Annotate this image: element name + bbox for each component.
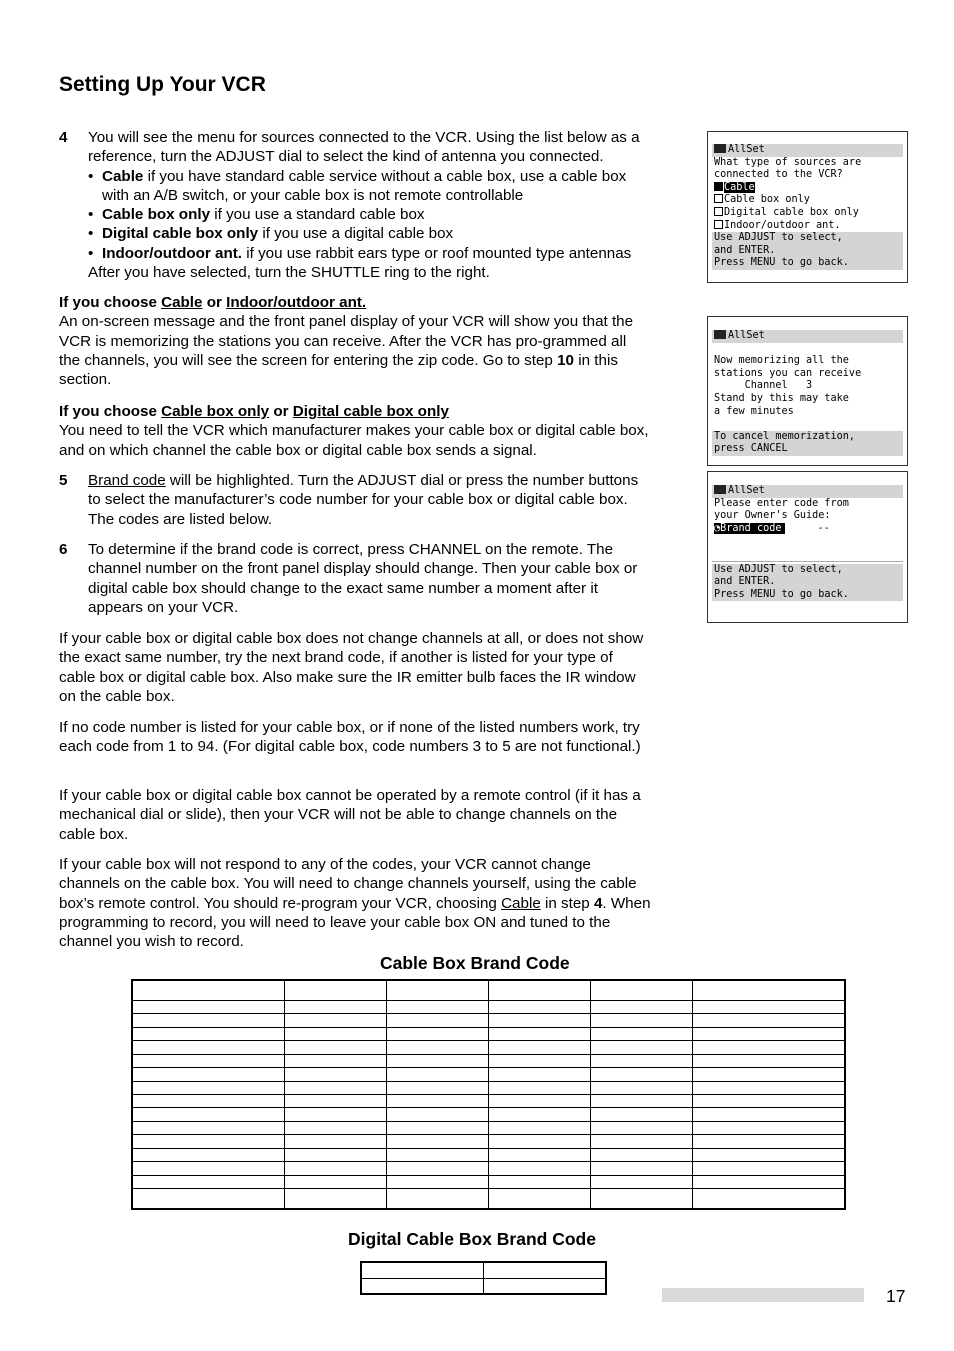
bullet-item: • Indoor/outdoor ant. if you use rabbit ears type or roof mounted type antennas bbox=[88, 244, 632, 262]
choose-cable-section bbox=[59, 293, 651, 389]
table-cell bbox=[387, 1068, 489, 1081]
table-cell bbox=[692, 1189, 845, 1209]
table-cell bbox=[590, 1014, 692, 1027]
table-cell bbox=[488, 1094, 590, 1107]
table-cell bbox=[387, 1175, 489, 1188]
table-cell bbox=[285, 1094, 387, 1107]
table-cell bbox=[285, 1135, 387, 1148]
table-cell bbox=[692, 1041, 845, 1054]
table-cell bbox=[285, 1027, 387, 1040]
table-cell bbox=[387, 1121, 489, 1134]
table-cell bbox=[387, 1094, 489, 1107]
table-cell bbox=[132, 1041, 285, 1054]
table-cell bbox=[132, 1081, 285, 1094]
osd-source-menu: AllSet What type of sources are connected to the VCR? Cable Cable box only Digital cable box only Indoor/outdoor ant. Use ADJUST to select, and ENTER. Press MENU to go back. bbox=[707, 131, 908, 283]
table-row bbox=[132, 1189, 845, 1209]
step-number: 6 bbox=[59, 541, 68, 558]
table-cell bbox=[488, 1162, 590, 1175]
page-title: Setting Up Your VCR bbox=[59, 73, 266, 96]
table-cell bbox=[484, 1262, 607, 1278]
table-cell bbox=[590, 1027, 692, 1040]
paragraph: If no code number is listed for your cable box, or if none of the listed numbers work, try each code from 1 to 94. (For digital cable box, code numbers 3 to 5 are not functional.) bbox=[59, 719, 641, 756]
table-row bbox=[132, 1027, 845, 1040]
table-row bbox=[132, 1135, 845, 1148]
table-cell bbox=[285, 1068, 387, 1081]
table-cell bbox=[692, 1068, 845, 1081]
osd-option-cable[interactable]: Cable bbox=[708, 182, 907, 195]
table-cell bbox=[387, 1135, 489, 1148]
table-row bbox=[132, 1041, 845, 1054]
table-cell bbox=[488, 1148, 590, 1161]
step-6: 6 To determine if the brand code is correct, press CHANNEL on the remote. The channel number on the front panel display should change. Then your cable box or digital cable box should change to the exact same number a moment after it appears on your VCR. bbox=[59, 541, 638, 616]
table-cell bbox=[484, 1278, 607, 1294]
step-4-intro: You will see the menu for sources connected to the VCR. Using the list below as a reference, turn the ADJUST dial to select the kind of antenna you connected. bbox=[88, 129, 640, 166]
table-cell bbox=[387, 1014, 489, 1027]
digital-brand-code-table bbox=[360, 1261, 607, 1295]
paragraph: If your cable box or digital cable box cannot be operated by a remote control (if it has a mechanical dial or slide), then your VCR will not be able to change channels on the cable box. bbox=[59, 787, 641, 843]
table-cell bbox=[132, 1189, 285, 1209]
table-cell bbox=[488, 980, 590, 1000]
table-cell bbox=[387, 1189, 489, 1209]
osd-brand-code-field[interactable]: ◔Brand code -- bbox=[714, 522, 830, 534]
osd-option-digital[interactable]: Digital cable box only bbox=[708, 207, 907, 220]
table-cell bbox=[590, 980, 692, 1000]
table-cell bbox=[590, 1189, 692, 1209]
osd-option-indoor[interactable]: Indoor/outdoor ant. bbox=[708, 220, 907, 233]
digital-table-title: Digital Cable Box Brand Code bbox=[348, 1229, 596, 1249]
table-cell bbox=[285, 1189, 387, 1209]
table-cell bbox=[387, 980, 489, 1000]
table-cell bbox=[692, 1027, 845, 1040]
osd-brand-code: AllSet Please enter code from your Owner's Guide: ◔Brand code -- Use ADJUST to select, and ENTER. Press MENU to go back. bbox=[707, 471, 908, 623]
table-cell bbox=[285, 1000, 387, 1013]
table-cell bbox=[387, 1162, 489, 1175]
table-row bbox=[361, 1262, 606, 1278]
checkbox-icon bbox=[714, 207, 723, 216]
table-cell bbox=[132, 1121, 285, 1134]
step-number: 4 bbox=[59, 129, 68, 146]
cable-table-title: Cable Box Brand Code bbox=[380, 953, 570, 973]
table-row bbox=[132, 1148, 845, 1161]
table-cell bbox=[488, 1189, 590, 1209]
table-cell bbox=[692, 1054, 845, 1067]
table-cell bbox=[590, 1148, 692, 1161]
table-cell bbox=[488, 1081, 590, 1094]
table-cell bbox=[285, 1175, 387, 1188]
choose-cable-heading: If you choose Cable or Indoor/outdoor ant. bbox=[59, 294, 367, 311]
paragraph: If your cable box or digital cable box does not change channels at all, or does not show the exact same number, try the next brand code, if another is listed for your type of cable box or digital cable box. Also make sure the IR emitter bulb faces the IR window on the cable box. bbox=[59, 630, 644, 705]
table-row bbox=[132, 1000, 845, 1013]
table-cell bbox=[488, 1041, 590, 1054]
table-cell bbox=[285, 1041, 387, 1054]
checked-box-icon bbox=[714, 182, 723, 191]
table-row bbox=[132, 980, 845, 1000]
table-cell bbox=[692, 980, 845, 1000]
table-cell bbox=[285, 1108, 387, 1121]
table-cell bbox=[285, 1162, 387, 1175]
table-cell bbox=[692, 1081, 845, 1094]
step-4 bbox=[59, 128, 649, 282]
osd-help: Use ADJUST to select, and ENTER. Press MENU to go back. bbox=[712, 564, 903, 602]
table-cell bbox=[132, 1000, 285, 1013]
table-cell bbox=[361, 1278, 484, 1294]
table-cell bbox=[488, 1014, 590, 1027]
table-cell bbox=[488, 1135, 590, 1148]
table-cell bbox=[692, 1162, 845, 1175]
allset-icon bbox=[714, 330, 726, 339]
table-cell bbox=[692, 1148, 845, 1161]
table-row bbox=[132, 1162, 845, 1175]
table-cell bbox=[387, 1000, 489, 1013]
table-cell bbox=[132, 1148, 285, 1161]
table-cell bbox=[692, 1135, 845, 1148]
table-row bbox=[361, 1278, 606, 1294]
table-cell bbox=[387, 1041, 489, 1054]
table-cell bbox=[285, 1148, 387, 1161]
table-cell bbox=[590, 1041, 692, 1054]
table-cell bbox=[590, 1094, 692, 1107]
brand-code-term: Brand code bbox=[88, 472, 166, 489]
table-cell bbox=[285, 1054, 387, 1067]
table-cell bbox=[132, 1068, 285, 1081]
step-5: 5 Brand code will be highlighted. Turn the ADJUST dial or press the number buttons to select the manufacturer’s code number for your cable box or digital cable box. The codes are listed below. bbox=[59, 472, 639, 528]
table-row bbox=[132, 1108, 845, 1121]
table-cell bbox=[132, 1054, 285, 1067]
table-cell bbox=[361, 1262, 484, 1278]
table-row bbox=[132, 1121, 845, 1134]
table-cell bbox=[590, 1000, 692, 1013]
table-cell bbox=[285, 1081, 387, 1094]
osd-help: Use ADJUST to select, and ENTER. Press MENU to go back. bbox=[712, 232, 903, 270]
table-cell bbox=[285, 1014, 387, 1027]
table-cell bbox=[132, 1108, 285, 1121]
osd-help: To cancel memorization, press CANCEL bbox=[712, 431, 903, 456]
table-cell bbox=[132, 1014, 285, 1027]
table-cell bbox=[488, 1108, 590, 1121]
checkbox-icon bbox=[714, 220, 723, 229]
table-cell bbox=[692, 1175, 845, 1188]
table-cell bbox=[132, 980, 285, 1000]
osd-memorizing: AllSet Now memorizing all the stations you can receive Channel 3 Stand by this may take a few minutes To cancel memorization, press CANCEL bbox=[707, 316, 908, 466]
table-cell bbox=[132, 1175, 285, 1188]
table-cell bbox=[590, 1068, 692, 1081]
table-cell bbox=[488, 1027, 590, 1040]
table-cell bbox=[590, 1175, 692, 1188]
paragraph: If your cable box will not respond to any of the codes, your VCR cannot change channels on the cable box. You will need to change channels yourself, using the cable box’s remote control. You should re-program your VCR, choosing Cable in step 4. When programming to record, you will need to leave your cable box ON and tuned to the channel you wish to record. bbox=[59, 856, 651, 951]
table-cell bbox=[132, 1027, 285, 1040]
table-cell bbox=[692, 1094, 845, 1107]
table-cell bbox=[488, 1175, 590, 1188]
table-row bbox=[132, 1068, 845, 1081]
table-cell bbox=[692, 1014, 845, 1027]
choose-box-section bbox=[59, 402, 651, 460]
table-cell bbox=[132, 1162, 285, 1175]
table-row bbox=[132, 1054, 845, 1067]
allset-icon bbox=[714, 144, 726, 153]
table-row bbox=[132, 1014, 845, 1027]
table-cell bbox=[488, 1054, 590, 1067]
table-row bbox=[132, 1081, 845, 1094]
allset-icon bbox=[714, 485, 726, 494]
cursor-icon: ◔ bbox=[714, 522, 721, 534]
osd-option-cable-box[interactable]: Cable box only bbox=[708, 194, 907, 207]
table-cell bbox=[692, 1121, 845, 1134]
choose-box-heading: If you choose Cable box only or Digital cable box only bbox=[59, 403, 449, 420]
table-cell bbox=[590, 1162, 692, 1175]
cable-brand-code-table bbox=[131, 979, 846, 1210]
table-cell bbox=[387, 1108, 489, 1121]
choose-cable-text: An on-screen message and the front panel display of your VCR will show you that the VCR is memorizing the stations you can receive. After the VCR has pro-grammed all the channels, you will see the screen for entering the zip code. Go to step 10 in this section. bbox=[59, 313, 634, 389]
table-cell bbox=[488, 1068, 590, 1081]
table-row bbox=[132, 1094, 845, 1107]
page-number: 17 bbox=[886, 1286, 906, 1306]
table-cell bbox=[387, 1054, 489, 1067]
table-cell bbox=[590, 1081, 692, 1094]
table-cell bbox=[590, 1054, 692, 1067]
table-cell bbox=[387, 1081, 489, 1094]
table-cell bbox=[488, 1000, 590, 1013]
table-cell bbox=[285, 980, 387, 1000]
table-cell bbox=[692, 1000, 845, 1013]
table-row bbox=[132, 1175, 845, 1188]
bullet-item: • Cable if you have standard cable service without a cable box, use a cable box with an A/B switch, or your cable box is not remote controllable bbox=[88, 167, 627, 204]
footer-bar bbox=[662, 1288, 864, 1302]
table-cell bbox=[692, 1108, 845, 1121]
table-cell bbox=[285, 1121, 387, 1134]
table-cell bbox=[387, 1027, 489, 1040]
table-cell bbox=[590, 1135, 692, 1148]
table-cell bbox=[590, 1121, 692, 1134]
table-cell bbox=[132, 1135, 285, 1148]
bullet-item: • Digital cable box only if you use a digital cable box bbox=[88, 225, 454, 243]
table-cell bbox=[590, 1108, 692, 1121]
step-4-after: After you have selected, turn the SHUTTLE ring to the right. bbox=[88, 264, 490, 282]
checkbox-icon bbox=[714, 194, 723, 203]
bullet-item: • Cable box only if you use a standard cable box bbox=[88, 206, 425, 224]
table-cell bbox=[488, 1121, 590, 1134]
table-cell bbox=[132, 1094, 285, 1107]
table-cell bbox=[387, 1148, 489, 1161]
choose-box-text: You need to tell the VCR which manufacturer makes your cable box or digital cable box, and on which channel the cable box or digital cable box sends a signal. bbox=[59, 422, 649, 459]
step-number: 5 bbox=[59, 472, 68, 489]
